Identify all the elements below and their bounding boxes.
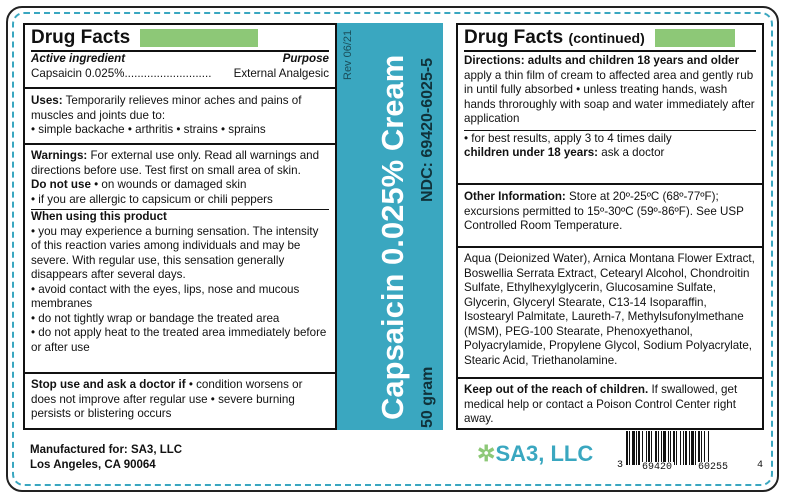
keep-out-text: If swallowed, get medical help or contact a Poison Control Center right away.: [464, 383, 738, 425]
uses-text: Temporarily relieves minor aches and pains of muscles and joints due to:: [31, 94, 302, 122]
upc-barcode: [626, 431, 752, 465]
purpose-value: External Analgesic: [233, 66, 329, 80]
barcode-bar: [642, 431, 643, 465]
barcode-bar: [708, 431, 709, 465]
barcode-bar: [704, 431, 705, 465]
barcode-bar: [670, 431, 671, 465]
do-not-use-label: Do not use: [31, 178, 91, 191]
drug-facts-continued-panel: [456, 23, 764, 430]
warnings-section: [25, 145, 335, 374]
barcode-bar: [663, 431, 666, 465]
uses-label: Uses:: [31, 94, 63, 107]
net-weight: 50 gram: [419, 366, 436, 428]
stop-use-text: • condition worsens or does not improve after regular use • severe burning persists or blistering occurs: [31, 378, 303, 420]
barcode-bar: [673, 431, 675, 465]
directions-rule: [464, 130, 756, 131]
dot-leader: ...........................: [124, 66, 212, 80]
warnings-label: Warnings:: [31, 149, 88, 162]
continued-title: Drug Facts: [464, 27, 564, 48]
company-logo: [477, 441, 593, 467]
barcode-bar: [629, 431, 630, 465]
active-ingredient-value: Capsaicin 0.025%: [31, 66, 125, 80]
other-info-label: Other Information:: [464, 190, 566, 203]
active-purpose-header: [31, 52, 329, 67]
continued-header-rule: [464, 50, 756, 52]
barcode-bar: [638, 431, 640, 465]
barcode-digit-left: 3: [617, 460, 624, 471]
product-name: Capsaicin 0.025% Cream: [375, 54, 410, 420]
children-text: ask a doctor: [598, 146, 665, 159]
barcode-bar: [701, 431, 702, 465]
continued-suffix: (continued): [568, 30, 645, 46]
barcode-digits-left-group: 69420: [642, 462, 673, 473]
manufacturer-line-2: Los Angeles, CA 90064: [30, 459, 156, 471]
drug-facts-title: Drug Facts: [31, 27, 131, 48]
ndc-number: NDC: 69420-6025-5: [419, 57, 436, 202]
when-using-item-2: • avoid contact with the eyes, lips, nose and mucous membranes: [31, 282, 300, 310]
barcode-digits-right-group: 60255: [698, 462, 729, 473]
directions-text: apply a thin film of cream to affected area and gently rub in until fully absorbed • unless treating hands, wash hands throroughly with soap and water immediately after application: [464, 68, 755, 125]
warnings-text: For external use only. Read all warnings and directions before use. Test first on small area of skin.: [31, 149, 320, 177]
barcode-bar: [698, 431, 700, 465]
do-not-use-item-1: • on wounds or damaged skin: [90, 178, 247, 191]
active-ingredient-section: [25, 25, 335, 89]
continued-header: [464, 27, 756, 49]
manufacturer-line-1: Manufactured for: SA3, LLC: [30, 444, 183, 456]
barcode-bar: [668, 431, 669, 465]
barcode-bar: [685, 431, 687, 465]
drug-facts-header: [31, 27, 329, 49]
drug-facts-panel: [23, 23, 337, 430]
other-info-text: Store at 20º-25ºC (68º-77ºF); excursions permitted to 15º-30ºC (59º-86ºF). See USP Controlled Room Temperature.: [464, 190, 744, 232]
directions-section: [458, 25, 762, 185]
children-label: children under 18 years:: [464, 146, 599, 159]
logo-text: SA3, LLC: [495, 441, 594, 466]
barcode-bar: [689, 431, 690, 465]
barcode-bar: [626, 431, 628, 465]
barcode-bar: [648, 431, 650, 465]
barcode-bar: [680, 431, 681, 465]
barcode-bar: [683, 431, 684, 465]
when-using-item-3: • do not tightly wrap or bandage the treated area: [31, 311, 280, 325]
directions-label: Directions: adults and children 18 years and older: [464, 54, 740, 67]
when-using-label: When using this product: [31, 210, 167, 223]
when-using-item-4: • do not apply heat to the treated area immediately before or after use: [31, 326, 327, 354]
purpose-label: Purpose: [282, 52, 329, 65]
revision-date: Rev 06/21: [342, 29, 354, 80]
stop-use-label: Stop use and ask a doctor if: [31, 378, 186, 391]
barcode-bar: [646, 431, 647, 465]
barcode-bar: [695, 431, 696, 465]
active-ingredient-label: Active ingredient: [31, 52, 126, 65]
barcode-bar: [632, 431, 635, 465]
other-information-section: [458, 185, 762, 248]
uses-section: [25, 89, 335, 145]
barcode-bar: [658, 431, 659, 465]
barcode-bar: [691, 431, 694, 465]
green-header-bar: [140, 29, 258, 47]
active-ingredient-row: [31, 67, 329, 82]
barcode-bar: [676, 431, 677, 465]
inactive-ingredients-section: [458, 248, 762, 379]
logo-star-icon: ✲: [477, 441, 496, 466]
directions-item-2: • for best results, apply 3 to 4 times daily: [464, 131, 672, 145]
do-not-use-item-2: • if you are allergic to capsicum or chili peppers: [31, 192, 273, 206]
barcode-bar: [655, 431, 657, 465]
inactive-ingredients-text: Aqua (Deionized Water), Arnica Montana Flower Extract, Boswellia Serrata Extract, Cetearyl Alcohol, Chondroitin Sulfate, Ethylhexylglycerin, Glucosamine Sulfate, Glycerin, Glyceryl Stearate, C13-14 Isoparaffin, Isostearyl Palmitate, Laureth-7, Methylsufonylmethane (MSM), PEG-100 Stearate, Phenoxyethanol, Polyacrylamide, Propylene Glycol, Sodium Polyacrylate, Stearic Acid, Triethanolamine.: [464, 252, 755, 367]
manufacturer-info: [30, 443, 182, 473]
barcode-bar: [661, 431, 662, 465]
barcode-bar: [651, 431, 652, 465]
uses-items: • simple backache • arthritis • strains • sprains: [31, 123, 266, 136]
barcode-bar: [636, 431, 637, 465]
when-using-item-1: • you may experience a burning sensation. The intensity of this reaction varies among individuals and may be severe. With regular use, this sensation generally disappears after several days.: [31, 224, 319, 281]
stop-use-section: [25, 374, 335, 425]
keep-out-section: [458, 379, 762, 430]
keep-out-label: Keep out of the reach of children.: [464, 383, 649, 396]
barcode-digit-right: 4: [757, 460, 764, 471]
green-header-bar-right: [655, 29, 735, 47]
